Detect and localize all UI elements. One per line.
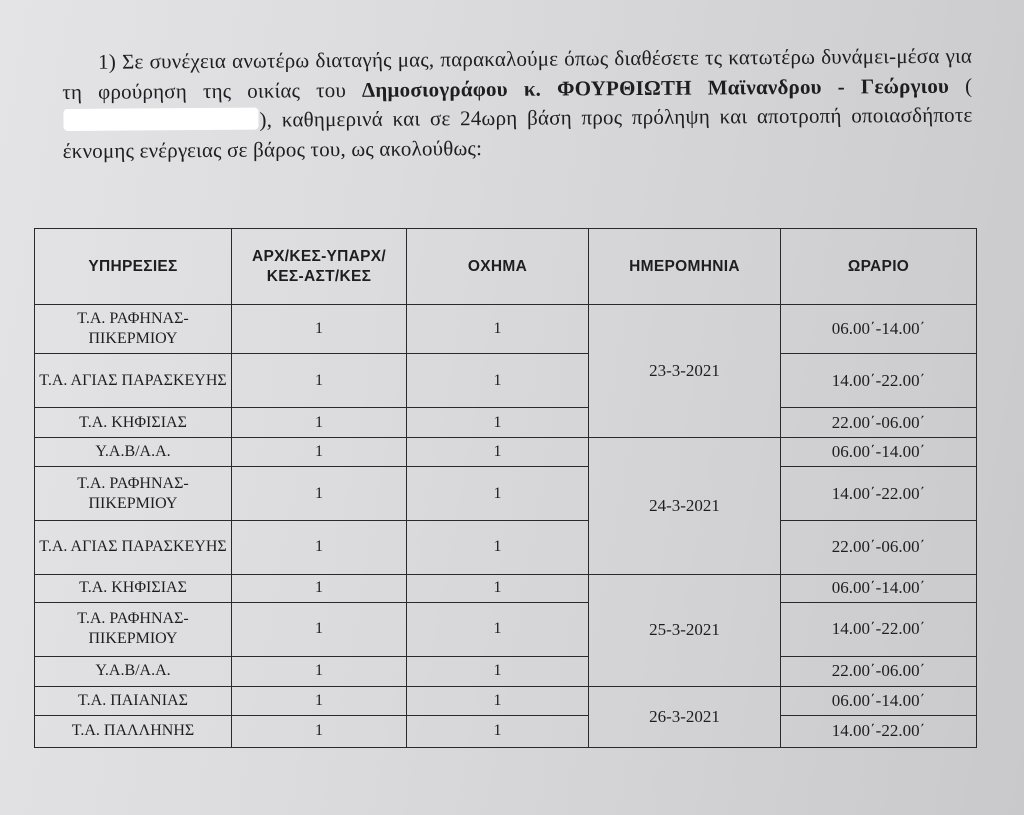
table-row (35, 467, 977, 521)
service-cell: Τ.Α. ΑΓΙΑΣ ΠΑΡΑΣΚΕΥΗΣ (35, 521, 232, 575)
service-cell: Τ.Α. ΚΗΦΙΣΙΑΣ (35, 408, 232, 438)
paragraph-text-after: ), καθημερινά και σε 24ωρη βάση προς πρόληψη και αποτροπή οποιασδήποτε έκνομης ενέργειας σε βάρος του, ως ακολούθως: (62, 102, 973, 163)
open-paren: ( (964, 73, 973, 98)
table-row (35, 715, 977, 747)
vehicle-cell: 1 (407, 467, 589, 521)
table-row (35, 602, 977, 656)
hours-cell: 14.00΄-22.00΄ (781, 602, 977, 656)
vehicle-cell: 1 (407, 574, 589, 602)
officers-cell: 1 (232, 467, 407, 521)
hours-cell: 14.00΄-22.00΄ (781, 715, 977, 747)
intro-paragraph (62, 42, 973, 166)
vehicle-cell: 1 (407, 521, 589, 575)
vehicle-cell: 1 (407, 715, 589, 747)
service-cell: Τ.Α. ΡΑΦΗΝΑΣ-ΠΙΚΕΡΜΙΟΥ (35, 602, 232, 656)
service-cell: Τ.Α. ΠΑΙΑΝΙΑΣ (35, 686, 232, 715)
schedule-table-wrapper (34, 228, 976, 748)
officers-cell: 1 (232, 521, 407, 575)
service-cell: Τ.Α. ΑΓΙΑΣ ΠΑΡΑΣΚΕΥΗΣ (35, 354, 232, 408)
header-hours: ΩΡΑΡΙΟ (781, 229, 977, 305)
date-cell: 26-3-2021 (589, 686, 781, 747)
service-cell: Υ.Α.Β/Α.Α. (35, 438, 232, 467)
date-cell: 25-3-2021 (589, 574, 781, 686)
hours-cell: 22.00΄-06.00΄ (781, 656, 977, 686)
hours-cell: 06.00΄-14.00΄ (781, 574, 977, 602)
vehicle-cell: 1 (407, 438, 589, 467)
service-cell: Τ.Α. ΚΗΦΙΣΙΑΣ (35, 574, 232, 602)
officers-cell: 1 (232, 686, 407, 715)
table-row (35, 574, 977, 602)
hours-cell: 22.00΄-06.00΄ (781, 521, 977, 575)
hours-cell: 14.00΄-22.00΄ (781, 354, 977, 408)
table-row (35, 408, 977, 438)
paragraph-number: 1) (98, 49, 117, 74)
hours-cell: 06.00΄-14.00΄ (781, 438, 977, 467)
date-cell: 24-3-2021 (589, 438, 781, 575)
table-row (35, 354, 977, 408)
journalist-name: Δημοσιογράφου κ. ΦΟΥΡΘΙΩΤΗ Μαϊνανδρου - Γεώργιου (361, 73, 950, 102)
service-cell: Υ.Α.Β/Α.Α. (35, 656, 232, 686)
vehicle-cell: 1 (407, 354, 589, 408)
paragraph-text-before: Σε συνέχεια ανωτέρω διαταγής μας, παρακαλούμε όπως διαθέσετε τς κατωτέρω δυνάμει-μέσα για τη φρούρηση της οικίας του (62, 43, 973, 104)
table-row (35, 686, 977, 715)
vehicle-cell: 1 (407, 656, 589, 686)
header-services: ΥΠΗΡΕΣΙΕΣ (35, 229, 232, 305)
redaction-box (63, 108, 258, 131)
officers-cell: 1 (232, 574, 407, 602)
vehicle-cell: 1 (407, 602, 589, 656)
service-cell: Τ.Α. ΡΑΦΗΝΑΣ-ΠΙΚΕΡΜΙΟΥ (35, 467, 232, 521)
table-row (35, 521, 977, 575)
officers-cell: 1 (232, 408, 407, 438)
table-row (35, 438, 977, 467)
schedule-table (34, 228, 977, 748)
hours-cell: 06.00΄-14.00΄ (781, 305, 977, 354)
hours-cell: 22.00΄-06.00΄ (781, 408, 977, 438)
vehicle-cell: 1 (407, 686, 589, 715)
officers-cell: 1 (232, 715, 407, 747)
officers-cell: 1 (232, 354, 407, 408)
hours-cell: 14.00΄-22.00΄ (781, 467, 977, 521)
table-row (35, 656, 977, 686)
header-row (35, 229, 977, 305)
vehicle-cell: 1 (407, 408, 589, 438)
officers-cell: 1 (232, 438, 407, 467)
service-cell: Τ.Α. ΡΑΦΗΝΑΣ-ΠΙΚΕΡΜΙΟΥ (35, 305, 232, 354)
vehicle-cell: 1 (407, 305, 589, 354)
officers-cell: 1 (232, 602, 407, 656)
service-cell: Τ.Α. ΠΑΛΛΗΝΗΣ (35, 715, 232, 747)
hours-cell: 06.00΄-14.00΄ (781, 686, 977, 715)
table-row (35, 305, 977, 354)
date-cell: 23-3-2021 (589, 305, 781, 438)
officers-cell: 1 (232, 305, 407, 354)
header-vehicle: ΟΧΗΜΑ (407, 229, 589, 305)
header-officers: ΑΡΧ/ΚΕΣ-ΥΠΑΡΧ/ΚΕΣ-ΑΣΤ/ΚΕΣ (232, 229, 407, 305)
header-date: ΗΜΕΡΟΜΗΝΙΑ (589, 229, 781, 305)
officers-cell: 1 (232, 656, 407, 686)
